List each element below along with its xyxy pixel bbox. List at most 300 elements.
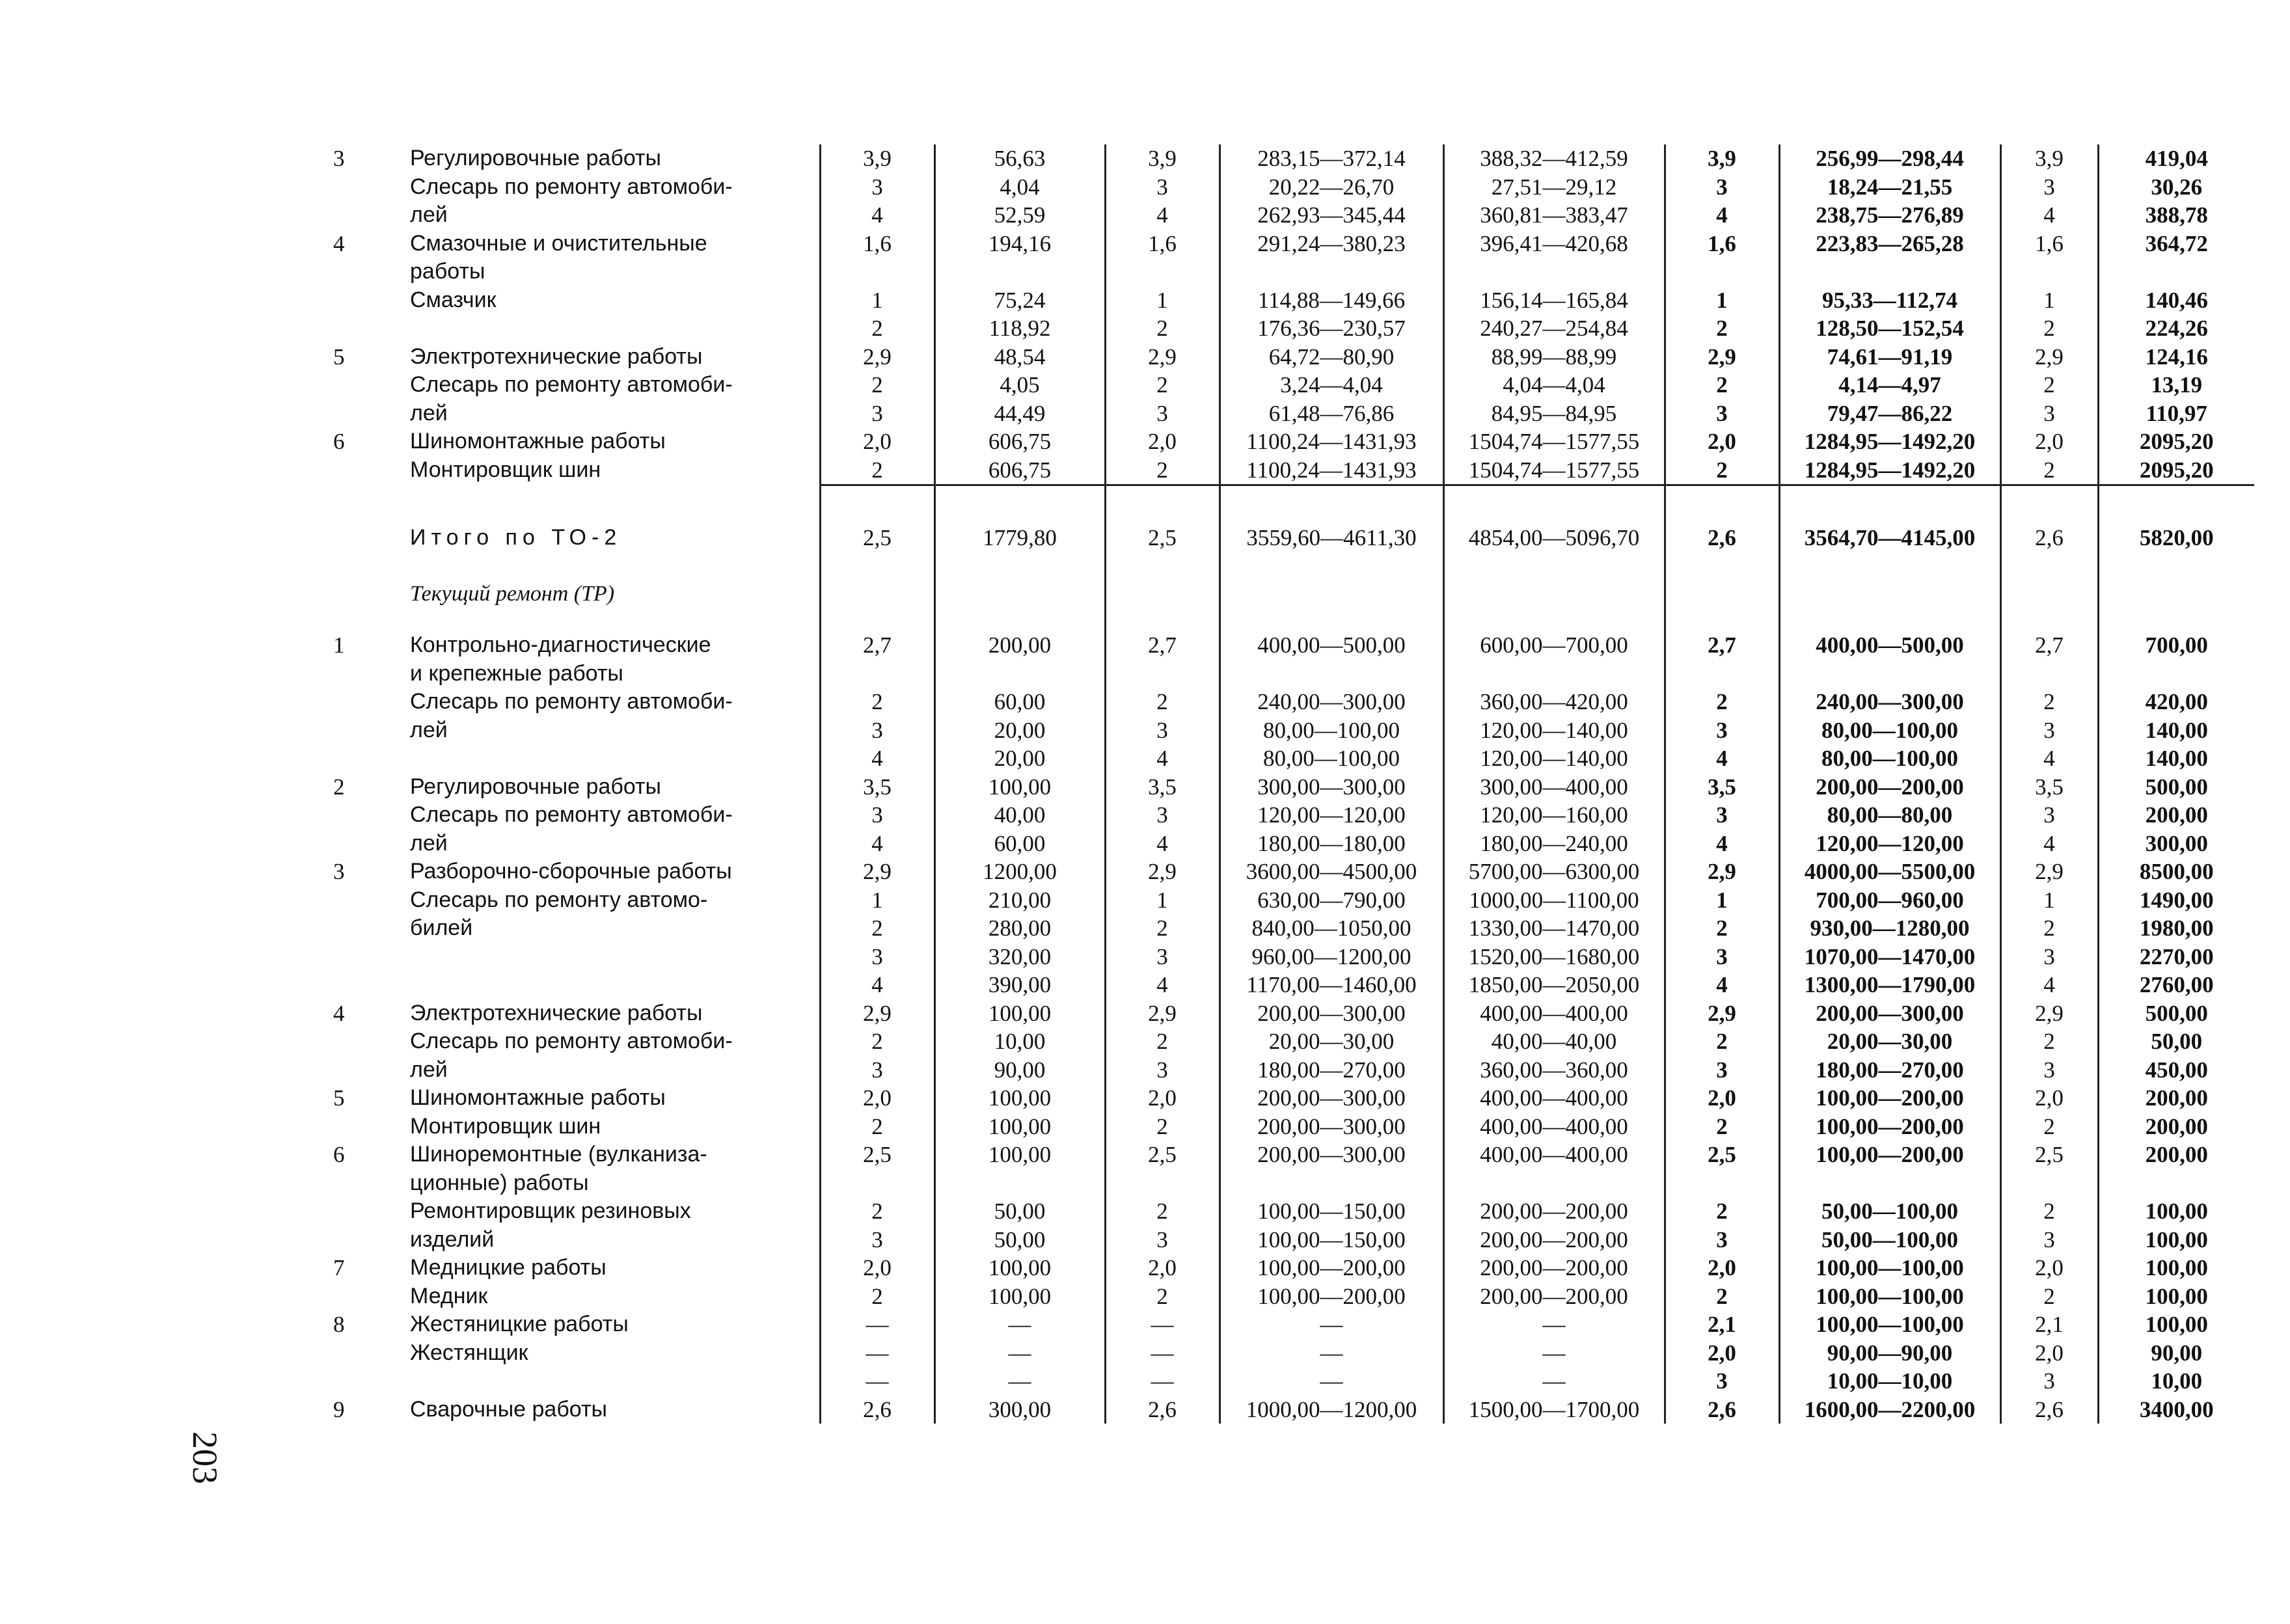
cell-c3: 3 — [1105, 173, 1220, 202]
cell-c6: 2,5 — [1665, 1141, 1779, 1169]
cell-name — [390, 314, 820, 343]
cell-c2: 50,00 — [934, 1197, 1105, 1226]
cell-no: 3 — [333, 859, 345, 884]
cell-c7: 50,00—100,00 — [1779, 1197, 2000, 1226]
cell-c4: 240,00—300,00 — [1220, 688, 1443, 716]
cell-name: и крепежные работы — [410, 660, 623, 686]
cell-no — [325, 688, 390, 716]
cell-c2: 100,00 — [934, 999, 1105, 1028]
cell-c9: 50,00 — [2098, 1027, 2254, 1056]
cell-c3 — [1105, 660, 1220, 688]
cell-c4: 114,88—149,66 — [1220, 286, 1443, 315]
cell-c3: 3 — [1105, 801, 1220, 830]
cell-c9: 450,00 — [2098, 1056, 2254, 1085]
cell-c6: 2,0 — [1665, 1254, 1779, 1282]
cell-c4: 64,72—80,90 — [1220, 343, 1443, 372]
cell-c5: 300,00—400,00 — [1443, 773, 1665, 802]
cell-c4: — — [1220, 1310, 1443, 1339]
cell-name: Жестяницкие работы — [410, 1312, 629, 1336]
cell-c9: 8500,00 — [2098, 858, 2254, 886]
cell-c1: 2 — [820, 314, 934, 343]
cell-name: ционные) работы — [410, 1170, 589, 1195]
cell-c8: 3 — [2000, 1226, 2098, 1254]
table-row — [325, 1056, 2254, 1085]
cell-c4: 1000,00—1200,00 — [1220, 1396, 1443, 1424]
cell-no — [325, 971, 390, 999]
cell-c8: 2,5 — [2000, 1141, 2098, 1169]
table-row — [325, 1396, 2254, 1424]
cell-c6: 2 — [1665, 688, 1779, 716]
cell-no — [325, 1056, 390, 1085]
cell-c4: 400,00—500,00 — [1220, 631, 1443, 660]
cell-no: 7 — [333, 1255, 345, 1280]
cell-no — [325, 914, 390, 943]
cell-c6: 2,0 — [1665, 427, 1779, 456]
cell-no — [325, 886, 390, 915]
cell-c1: 2,0 — [820, 427, 934, 456]
cell-c3: 4 — [1105, 971, 1220, 999]
cell-name: Регулировочные работы — [410, 774, 661, 799]
cell-c1: 3 — [820, 716, 934, 745]
cell-c5: 396,41—420,68 — [1443, 230, 1665, 258]
cell-c3: 2,9 — [1105, 858, 1220, 886]
cell-name: Монтировщик шин — [410, 457, 601, 482]
cell-c5: 400,00—400,00 — [1443, 999, 1665, 1028]
cell-c7: 700,00—960,00 — [1779, 886, 2000, 915]
cell-c2: 48,54 — [934, 343, 1105, 372]
cell-name — [390, 971, 820, 999]
cell-c8: 2 — [2000, 1197, 2098, 1226]
table-row — [325, 456, 2254, 485]
cell-c5: 1000,00—1100,00 — [1443, 886, 1665, 915]
cell-c3: 2,5 — [1105, 1141, 1220, 1169]
cell-c4: 176,36—230,57 — [1220, 314, 1443, 343]
cell-c2 — [934, 258, 1105, 286]
cell-c9: 200,00 — [2098, 1141, 2254, 1169]
cell-c2: 4,04 — [934, 173, 1105, 202]
cell-name: Слесарь по ремонту автомо- — [410, 887, 708, 912]
cell-c5: 1850,00—2050,00 — [1443, 971, 1665, 999]
cell-c3: 2 — [1105, 456, 1220, 485]
cell-name: лей — [410, 717, 448, 742]
cell-c3: 2,9 — [1105, 343, 1220, 372]
table-row — [325, 688, 2254, 716]
cell-name: Шиномонтажные работы — [410, 429, 666, 453]
cell-c3: 1 — [1105, 286, 1220, 315]
cell-name — [390, 1367, 820, 1396]
cell-c1: 4 — [820, 201, 934, 230]
cell-c5: 5700,00—6300,00 — [1443, 858, 1665, 886]
cell-c8: 4 — [2000, 971, 2098, 999]
cell-c9: 200,00 — [2098, 1113, 2254, 1141]
cell-no — [325, 258, 390, 286]
cell-c4 — [1220, 660, 1443, 688]
cell-c4: 100,00—150,00 — [1220, 1197, 1443, 1226]
cell-name: Слесарь по ремонту автомоби- — [410, 689, 733, 714]
cell-c2: 100,00 — [934, 1141, 1105, 1169]
cell-c3: 2 — [1105, 371, 1220, 399]
cell-c6: 3 — [1665, 1056, 1779, 1085]
table-row — [325, 314, 2254, 343]
cell-c7: 1070,00—1470,00 — [1779, 943, 2000, 971]
table-row — [325, 427, 2254, 456]
cell-c1: 2 — [820, 456, 934, 485]
cell-c5: 200,00—200,00 — [1443, 1226, 1665, 1254]
cell-c7: 90,00—90,00 — [1779, 1339, 2000, 1368]
cell-c1: 2,7 — [820, 631, 934, 660]
cell-c3: 1,6 — [1105, 230, 1220, 258]
cell-c8: 2 — [2000, 371, 2098, 399]
table-row — [325, 716, 2254, 745]
cell-c7: 180,00—270,00 — [1779, 1056, 2000, 1085]
cell-c6: 2 — [1665, 1197, 1779, 1226]
cell-c2: — — [934, 1339, 1105, 1368]
cell-c3: 3,5 — [1105, 773, 1220, 802]
cell-c8: 2 — [2000, 314, 2098, 343]
cell-c2: 200,00 — [934, 631, 1105, 660]
cell-c1: 2,0 — [820, 1084, 934, 1113]
cell-c1: 1 — [820, 886, 934, 915]
cell-c2: 100,00 — [934, 1084, 1105, 1113]
cell-c5: 1520,00—1680,00 — [1443, 943, 1665, 971]
cell-c2: 90,00 — [934, 1056, 1105, 1085]
cell-c7: 1600,00—2200,00 — [1779, 1396, 2000, 1424]
cell-c5: — — [1443, 1367, 1665, 1396]
cell-c4: 3559,60—4611,30 — [1220, 517, 1443, 552]
cell-c6 — [1665, 1169, 1779, 1198]
cell-c9: 364,72 — [2098, 230, 2254, 258]
cell-name: Слесарь по ремонту автомоби- — [410, 1029, 733, 1053]
cell-c7: 200,00—200,00 — [1779, 773, 2000, 802]
cell-c3: 2 — [1105, 1197, 1220, 1226]
cell-c9: 110,97 — [2098, 399, 2254, 428]
cell-c4: 20,00—30,00 — [1220, 1027, 1443, 1056]
cell-c9: 388,78 — [2098, 201, 2254, 230]
cell-c8: 2,9 — [2000, 343, 2098, 372]
cell-name: лей — [410, 830, 448, 856]
cell-c3: 2,0 — [1105, 1254, 1220, 1282]
cell-c8: 4 — [2000, 830, 2098, 858]
cell-c4: 262,93—345,44 — [1220, 201, 1443, 230]
cell-c5: 200,00—200,00 — [1443, 1197, 1665, 1226]
cell-c8: 4 — [2000, 744, 2098, 773]
cell-c7 — [1779, 258, 2000, 286]
cell-c8 — [2000, 1169, 2098, 1198]
cell-no: 4 — [333, 230, 345, 256]
cell-c4: 180,00—270,00 — [1220, 1056, 1443, 1085]
cell-c4: 20,22—26,70 — [1220, 173, 1443, 202]
cell-c1: 3 — [820, 1056, 934, 1085]
cell-c5 — [1443, 660, 1665, 688]
cell-c1: 2 — [820, 688, 934, 716]
cell-c4: 80,00—100,00 — [1220, 744, 1443, 773]
cell-c5: 1500,00—1700,00 — [1443, 1396, 1665, 1424]
cell-c6: 1,6 — [1665, 230, 1779, 258]
table-row — [325, 258, 2254, 286]
cell-no — [325, 456, 390, 485]
cell-name: лей — [410, 400, 448, 426]
cell-c4: 1170,00—1460,00 — [1220, 971, 1443, 999]
cell-c7: 200,00—300,00 — [1779, 999, 2000, 1028]
cell-c1: 3 — [820, 399, 934, 428]
cell-c6: 3 — [1665, 1367, 1779, 1396]
cell-c6: 2,9 — [1665, 999, 1779, 1028]
cell-c8: 2 — [2000, 1282, 2098, 1311]
cell-no — [325, 201, 390, 230]
cell-c5: 1504,74—1577,55 — [1443, 456, 1665, 485]
cell-c1: — — [820, 1367, 934, 1396]
cell-c7: 100,00—100,00 — [1779, 1282, 2000, 1311]
table-row — [325, 399, 2254, 428]
cell-c2: 100,00 — [934, 1254, 1105, 1282]
cell-c9: 2270,00 — [2098, 943, 2254, 971]
cell-c8: 2,7 — [2000, 631, 2098, 660]
cell-no — [325, 716, 390, 745]
table-row — [325, 1282, 2254, 1311]
cell-c7: 223,83—265,28 — [1779, 230, 2000, 258]
cell-c3: 2,5 — [1105, 517, 1220, 552]
cell-c9 — [2098, 660, 2254, 688]
cell-c3: 4 — [1105, 830, 1220, 858]
cell-c9: 419,04 — [2098, 144, 2254, 173]
rule-row — [325, 485, 2254, 518]
cell-c8: 2,9 — [2000, 858, 2098, 886]
cell-name: Слесарь по ремонту автомоби- — [410, 174, 733, 199]
table-row — [325, 201, 2254, 230]
table-row — [325, 971, 2254, 999]
cell-c5: 360,81—383,47 — [1443, 201, 1665, 230]
cell-c7: 79,47—86,22 — [1779, 399, 2000, 428]
cell-c4: 200,00—300,00 — [1220, 999, 1443, 1028]
cell-c8: 3 — [2000, 1367, 2098, 1396]
cell-c1 — [820, 1169, 934, 1198]
cell-c8: 2,0 — [2000, 1254, 2098, 1282]
cell-c9: 140,00 — [2098, 716, 2254, 745]
cell-c5: 400,00—400,00 — [1443, 1141, 1665, 1169]
table-row — [325, 660, 2254, 688]
cell-c9 — [2098, 258, 2254, 286]
cell-name: Контрольно-диагностические — [410, 632, 711, 657]
cell-c5: 4,04—4,04 — [1443, 371, 1665, 399]
cell-c7: 240,00—300,00 — [1779, 688, 2000, 716]
table-row — [325, 1254, 2254, 1282]
cell-c6 — [1665, 660, 1779, 688]
cell-c5: 400,00—400,00 — [1443, 1084, 1665, 1113]
table-row — [325, 343, 2254, 372]
cell-no — [325, 1339, 390, 1368]
cell-c4: 200,00—300,00 — [1220, 1113, 1443, 1141]
cell-c9: 100,00 — [2098, 1310, 2254, 1339]
cell-name: Смазочные и очистительные — [410, 230, 707, 256]
cell-c9 — [2098, 1169, 2254, 1198]
cell-name: Шиномонтажные работы — [410, 1085, 666, 1110]
cell-no: 8 — [333, 1312, 345, 1337]
cell-c4: 180,00—180,00 — [1220, 830, 1443, 858]
cell-c2: 44,49 — [934, 399, 1105, 428]
cell-c3: 2,9 — [1105, 999, 1220, 1028]
cell-name: Медницкие работы — [410, 1255, 607, 1280]
cell-c2: — — [934, 1367, 1105, 1396]
cell-c3 — [1105, 258, 1220, 286]
cell-c6: 1 — [1665, 886, 1779, 915]
cell-c7: 1284,95—1492,20 — [1779, 456, 2000, 485]
cell-c5: — — [1443, 1310, 1665, 1339]
cell-no: 3 — [333, 146, 345, 171]
cell-c5: 240,27—254,84 — [1443, 314, 1665, 343]
cell-c4 — [1220, 1169, 1443, 1198]
cell-c5: 600,00—700,00 — [1443, 631, 1665, 660]
cell-no — [325, 1282, 390, 1311]
cell-c9: 124,16 — [2098, 343, 2254, 372]
cell-c6: 2 — [1665, 1027, 1779, 1056]
cell-c9: 200,00 — [2098, 801, 2254, 830]
cell-c4: 200,00—300,00 — [1220, 1141, 1443, 1169]
cell-c2: 118,92 — [934, 314, 1105, 343]
cell-c6: 2 — [1665, 456, 1779, 485]
cell-c2: 606,75 — [934, 427, 1105, 456]
cell-c7: 100,00—200,00 — [1779, 1141, 2000, 1169]
cell-c6: 4 — [1665, 744, 1779, 773]
cell-c2: 40,00 — [934, 801, 1105, 830]
cell-c1: 2,0 — [820, 1254, 934, 1282]
cell-c1: 3,5 — [820, 773, 934, 802]
cell-c6: 4 — [1665, 830, 1779, 858]
cell-c9: 224,26 — [2098, 314, 2254, 343]
cell-c4: — — [1220, 1367, 1443, 1396]
cell-c6: 2 — [1665, 1113, 1779, 1141]
cell-c8: 2,0 — [2000, 1084, 2098, 1113]
cell-c7: 4000,00—5500,00 — [1779, 858, 2000, 886]
cell-c1: 2,5 — [820, 517, 934, 552]
cell-c7: 128,50—152,54 — [1779, 314, 2000, 343]
cell-no — [325, 1027, 390, 1056]
table-row — [325, 858, 2254, 886]
cell-c8: 2 — [2000, 456, 2098, 485]
cell-no — [325, 286, 390, 315]
cell-c9: 30,26 — [2098, 173, 2254, 202]
cell-c3: 1 — [1105, 886, 1220, 915]
cell-c3: 3 — [1105, 1056, 1220, 1085]
cell-c1: 4 — [820, 744, 934, 773]
cell-c9: 100,00 — [2098, 1226, 2254, 1254]
cell-no — [325, 517, 390, 552]
cell-c9: 140,00 — [2098, 744, 2254, 773]
cell-c4: 80,00—100,00 — [1220, 716, 1443, 745]
table-row — [325, 1310, 2254, 1339]
cell-c1: 3,9 — [820, 144, 934, 173]
cell-c6 — [1665, 258, 1779, 286]
cell-c7: 3564,70—4145,00 — [1779, 517, 2000, 552]
cell-c7: 20,00—30,00 — [1779, 1027, 2000, 1056]
cell-c6: 2,6 — [1665, 1396, 1779, 1424]
cell-c5: 40,00—40,00 — [1443, 1027, 1665, 1056]
cell-c4 — [1220, 258, 1443, 286]
cell-c6: 3 — [1665, 173, 1779, 202]
cell-c5: 200,00—200,00 — [1443, 1282, 1665, 1311]
cell-c1: 1 — [820, 286, 934, 315]
cell-c5: 388,32—412,59 — [1443, 144, 1665, 173]
cell-c1: 3 — [820, 1226, 934, 1254]
cell-c9: 90,00 — [2098, 1339, 2254, 1368]
table-row — [325, 371, 2254, 399]
cell-no — [325, 830, 390, 858]
cell-name: лей — [410, 202, 448, 227]
cell-c2: 1779,80 — [934, 517, 1105, 552]
cell-name: Медник — [410, 1283, 488, 1308]
cell-c7: 4,14—4,97 — [1779, 371, 2000, 399]
cell-c4: 300,00—300,00 — [1220, 773, 1443, 802]
cell-c9: 2095,20 — [2098, 427, 2254, 456]
cell-c2: 60,00 — [934, 830, 1105, 858]
cell-c5: 180,00—240,00 — [1443, 830, 1665, 858]
cell-name: Шиноремонтные (вулканиза- — [410, 1142, 707, 1167]
cell-c1 — [820, 258, 934, 286]
cell-c9: 100,00 — [2098, 1282, 2254, 1311]
table-row — [325, 1113, 2254, 1141]
cell-no — [325, 801, 390, 830]
cell-no: 5 — [333, 1085, 345, 1111]
table-row — [325, 1226, 2254, 1254]
cell-c1: 2,9 — [820, 343, 934, 372]
page-number: 203 — [185, 1431, 225, 1484]
cell-c4: 291,24—380,23 — [1220, 230, 1443, 258]
cell-c1: 3 — [820, 943, 934, 971]
cell-c3: — — [1105, 1367, 1220, 1396]
cell-c9: 100,00 — [2098, 1254, 2254, 1282]
cell-no — [325, 399, 390, 428]
cell-c4: 61,48—76,86 — [1220, 399, 1443, 428]
cell-c1 — [820, 660, 934, 688]
cell-c6: 3 — [1665, 1226, 1779, 1254]
cell-c3: 2 — [1105, 314, 1220, 343]
cell-c8: 3 — [2000, 173, 2098, 202]
cell-c8: 2 — [2000, 914, 2098, 943]
cell-c2: 100,00 — [934, 773, 1105, 802]
cell-c9: 2095,20 — [2098, 456, 2254, 485]
cell-c9: 300,00 — [2098, 830, 2254, 858]
cell-c9: 13,19 — [2098, 371, 2254, 399]
cell-c8: 2,6 — [2000, 517, 2098, 552]
cell-c2: 75,24 — [934, 286, 1105, 315]
cell-no — [325, 1169, 390, 1198]
table-row — [325, 286, 2254, 315]
cell-c2: 210,00 — [934, 886, 1105, 915]
cell-c2 — [934, 1169, 1105, 1198]
cell-c7: 50,00—100,00 — [1779, 1226, 2000, 1254]
cell-c2: 52,59 — [934, 201, 1105, 230]
table-row — [325, 230, 2254, 258]
cell-c3: 3 — [1105, 1226, 1220, 1254]
cell-c7: 100,00—100,00 — [1779, 1254, 2000, 1282]
cell-c1: 2 — [820, 1197, 934, 1226]
cell-no: 4 — [333, 1000, 345, 1026]
cell-c7: 18,24—21,55 — [1779, 173, 2000, 202]
cell-c2: 10,00 — [934, 1027, 1105, 1056]
cell-name: Ремонтировщик резиновых — [410, 1198, 691, 1223]
table-row — [325, 1197, 2254, 1226]
cell-name: Слесарь по ремонту автомоби- — [410, 802, 733, 827]
cell-c4: 283,15—372,14 — [1220, 144, 1443, 173]
table-row — [325, 631, 2254, 660]
cell-no: 2 — [333, 774, 345, 800]
cell-name: Электротехнические работы — [410, 1000, 703, 1025]
cell-c3: 2,7 — [1105, 631, 1220, 660]
cell-c5: 84,95—84,95 — [1443, 399, 1665, 428]
cell-c5: 156,14—165,84 — [1443, 286, 1665, 315]
cell-c5: 1330,00—1470,00 — [1443, 914, 1665, 943]
cell-c6: 2,1 — [1665, 1310, 1779, 1339]
cell-c8: 2,1 — [2000, 1310, 2098, 1339]
